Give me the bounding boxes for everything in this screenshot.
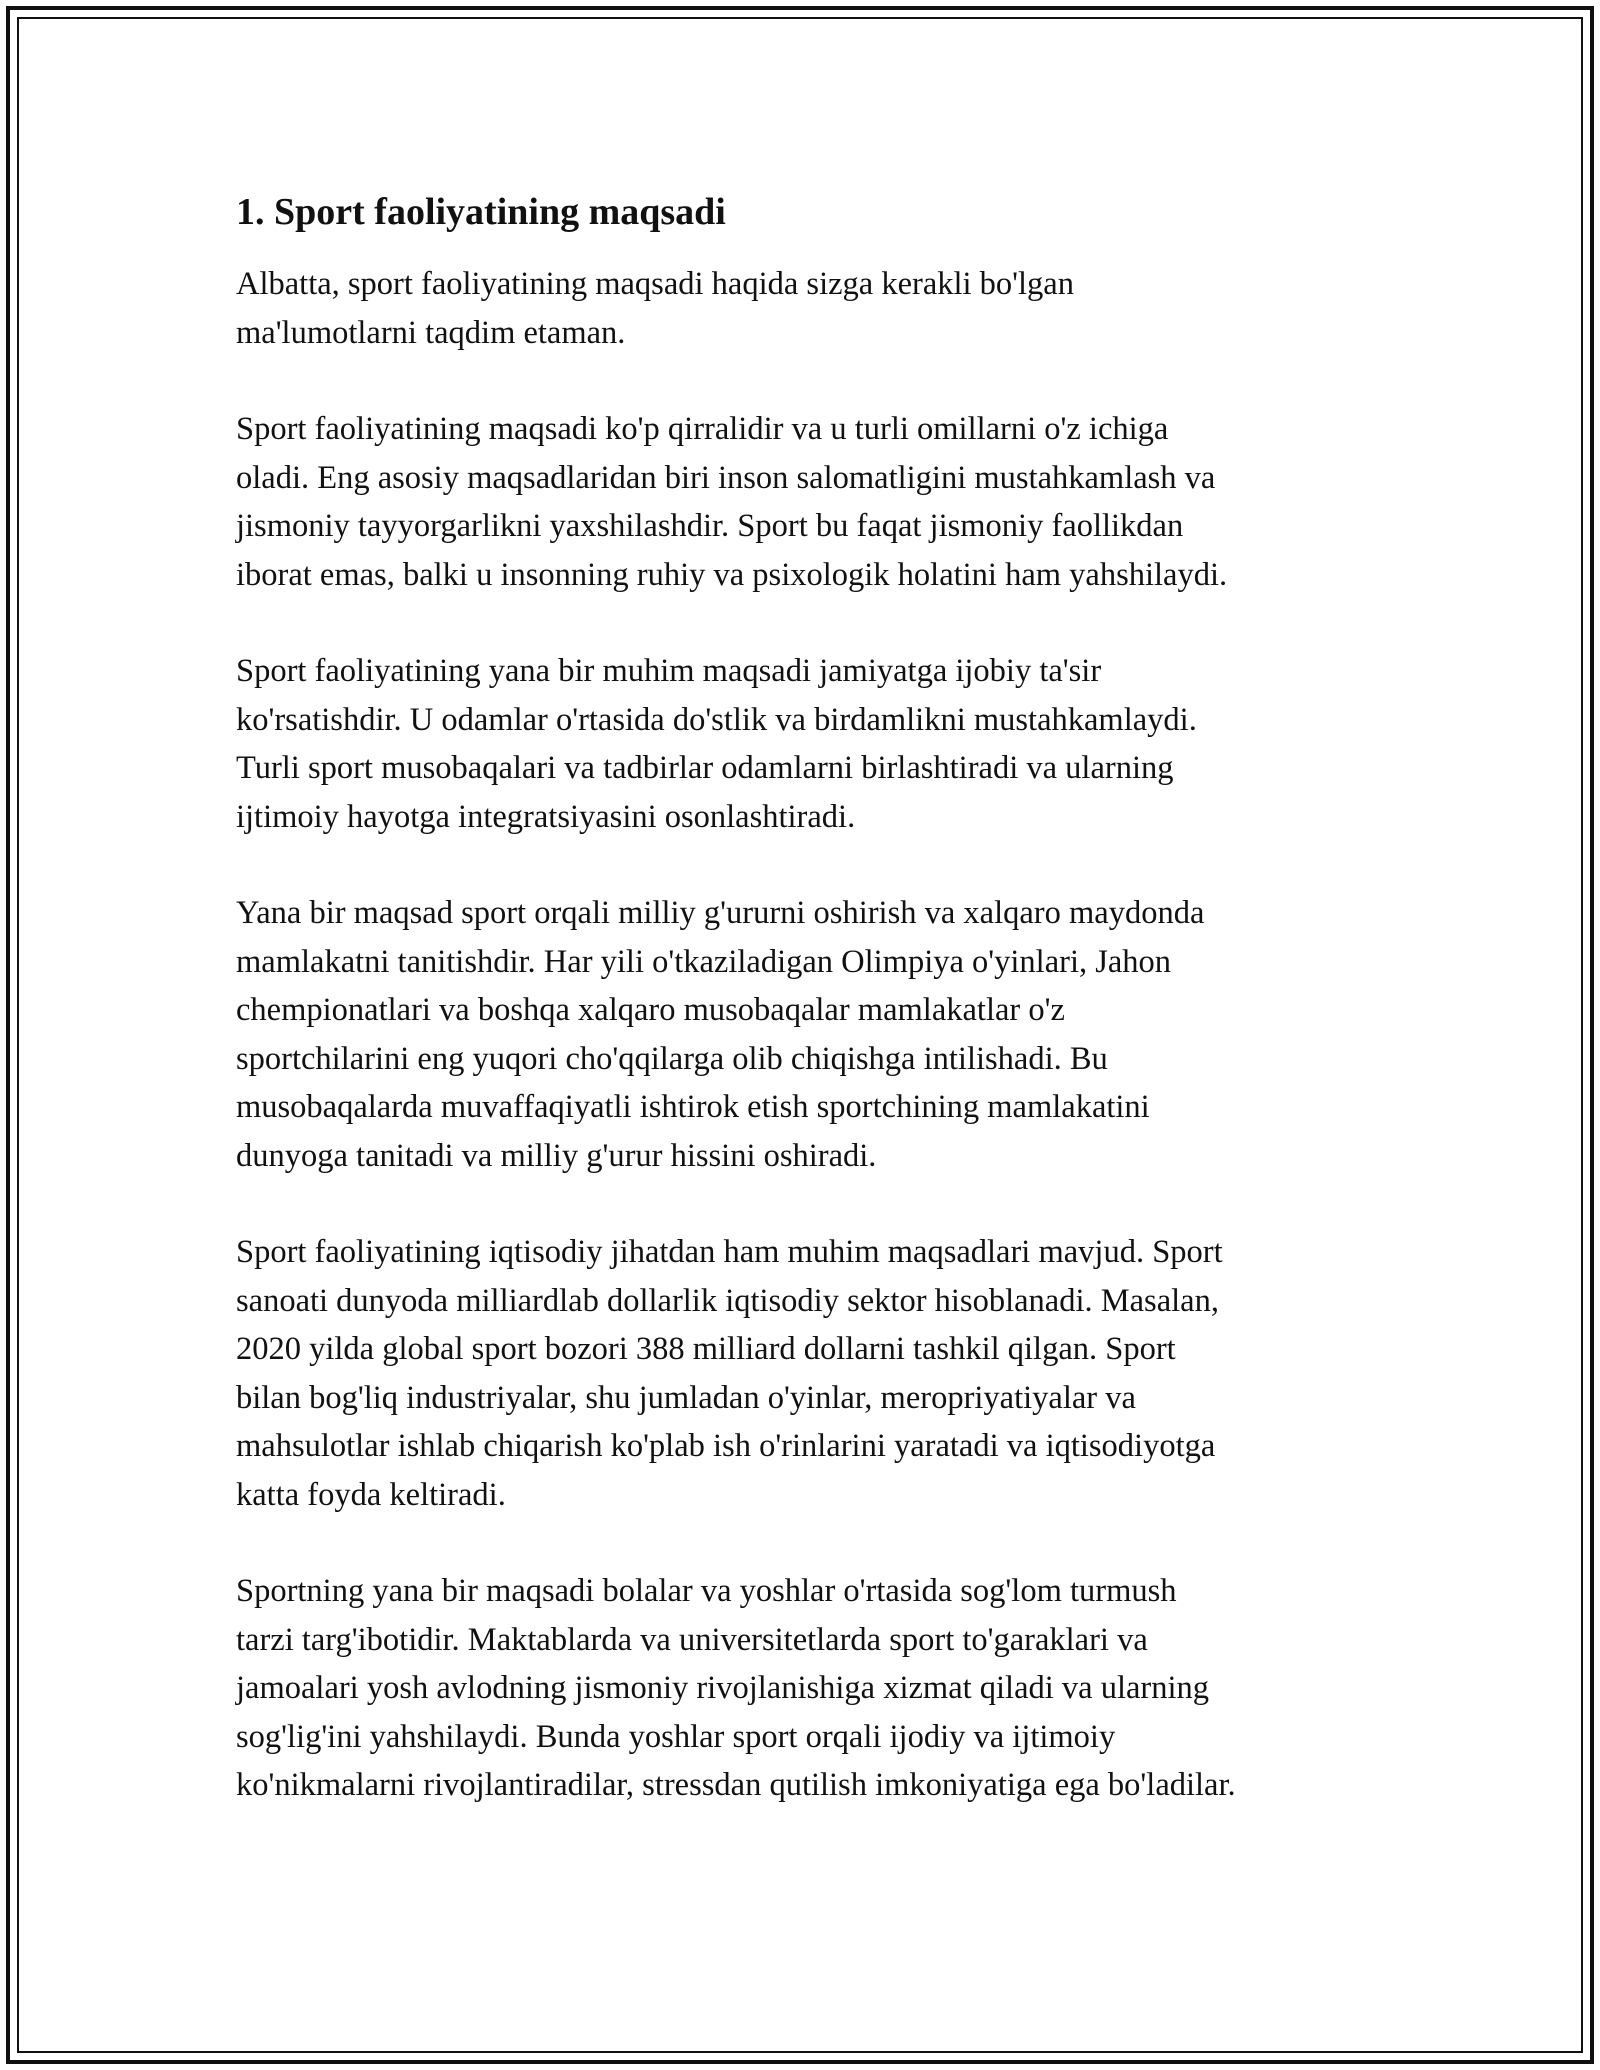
text-line: mamlakatni tanitishdir. Har yili o'tkaziladigan Olimpiya o'yinlari, Jahon	[236, 943, 1172, 980]
paragraph-youth	[236, 1567, 1386, 1810]
text-line: ma'lumotlarni taqdim etaman.	[236, 314, 626, 351]
text-line: ijtimoiy hayotga integratsiyasini osonlashtiradi.	[236, 798, 856, 835]
text-line: ko'rsatishdir. U odamlar o'rtasida do'stlik va birdamlikni mustahkamlaydi.	[236, 701, 1197, 738]
text-line: iborat emas, balki u insonning ruhiy va psixologik holatini ham yahshilaydi.	[236, 556, 1228, 593]
paragraph-health	[236, 405, 1386, 599]
paragraph-society	[236, 647, 1386, 841]
text-line: ko'nikmalarni rivojlantiradilar, stressdan qutilish imkoniyatiga ega bo'ladilar.	[236, 1767, 1236, 1803]
text-line: Sportning yana bir maqsadi bolalar va yoshlar o'rtasida sog'lom turmush	[236, 1573, 1177, 1609]
text-line: Sport faoliyatining iqtisodiy jihatdan ham muhim maqsadlari mavjud. Sport	[236, 1234, 1223, 1270]
text-line: Albatta, sport faoliyatining maqsadi haqida sizga kerakli bo'lgan	[236, 266, 1074, 302]
text-line: Sport faoliyatining yana bir muhim maqsadi jamiyatga ijobiy ta'sir	[236, 653, 1102, 689]
paragraph-economy	[236, 1228, 1386, 1519]
document-body	[236, 186, 1386, 1858]
text-line: sanoati dunyoda milliardlab dollarlik iqtisodiy sektor hisoblanadi. Masalan,	[236, 1282, 1219, 1319]
text-line: Sport faoliyatining maqsadi ko'p qirralidir va u turli omillarni o'z ichiga	[236, 411, 1169, 447]
text-line: jamoalari yosh avlodning jismoniy rivojlanishiga xizmat qiladi va ularning	[236, 1670, 1210, 1706]
text-line: sog'lig'ini yahshilaydi. Bunda yoshlar sport orqali ijodiy va ijtimoiy	[236, 1718, 1116, 1755]
text-line: musobaqalarda muvaffaqiyatli ishtirok etish sportchining mamlakatini	[236, 1089, 1150, 1125]
paragraph-intro	[236, 260, 1386, 357]
paragraph-national-pride	[236, 889, 1386, 1180]
text-line: sportchilarini eng yuqori cho'qqilarga olib chiqishga intilishadi. Bu	[236, 1040, 1108, 1077]
section-heading: 1. Sport faoliyatining maqsadi	[236, 191, 726, 233]
text-line: jismoniy tayyorgarlikni yaxshilashdir. Sport bu faqat jismoniy faollikdan	[236, 508, 1184, 544]
text-line: Yana bir maqsad sport orqali milliy g'ururni oshirish va xalqaro maydonda	[236, 895, 1205, 931]
text-line: 2020 yilda global sport bozori 388 milliard dollarni tashkil qilgan. Sport	[236, 1331, 1176, 1367]
text-line: katta foyda keltiradi.	[236, 1476, 506, 1513]
text-line: bilan bog'liq industriyalar, shu jumladan o'yinlar, meropriyatiyalar va	[236, 1379, 1136, 1416]
text-line: chempionatlari va boshqa xalqaro musobaqalar mamlakatlar o'z	[236, 992, 1065, 1028]
text-line: Turli sport musobaqalari va tadbirlar odamlarni birlashtiradi va ularning	[236, 750, 1174, 786]
text-line: tarzi targ'ibotidir. Maktablarda va universitetlarda sport to'garaklari va	[236, 1621, 1148, 1658]
text-line: oladi. Eng asosiy maqsadlaridan biri inson salomatligini mustahkamlash va	[236, 459, 1216, 496]
text-line: dunyoga tanitadi va milliy g'urur hissini oshiradi.	[236, 1137, 877, 1174]
text-line: mahsulotlar ishlab chiqarish ko'plab ish o'rinlarini yaratadi va iqtisodiyotga	[236, 1428, 1216, 1464]
